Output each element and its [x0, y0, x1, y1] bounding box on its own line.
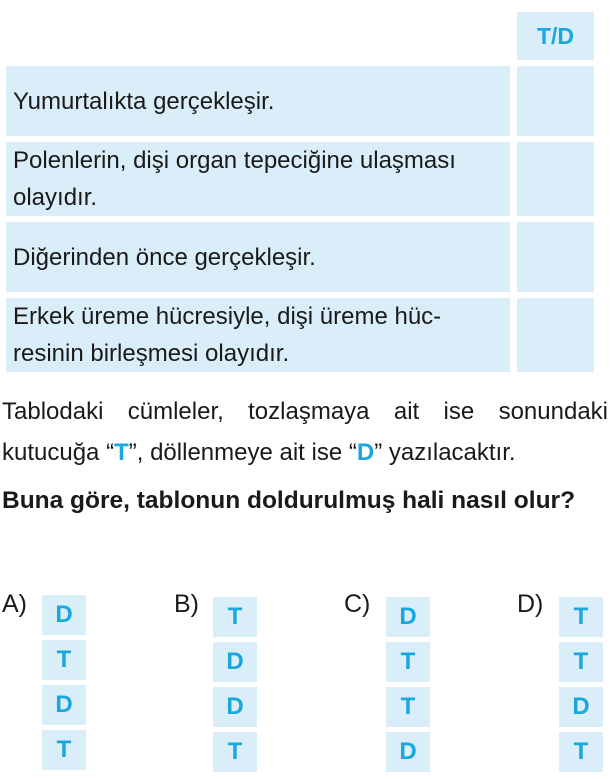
- d-letter: D: [356, 439, 375, 466]
- t-letter: T: [114, 439, 129, 466]
- option-b-cell-1: T: [213, 597, 257, 637]
- table-row-1-answer-box[interactable]: [517, 66, 594, 136]
- question-text: Buna göre, tablonun doldurulmuş hali nasıl olur?: [2, 487, 576, 514]
- option-a-cell-2: T: [42, 640, 86, 680]
- option-c-cell-3: T: [386, 687, 430, 727]
- option-a-cell-3: D: [42, 685, 86, 725]
- option-c-cell-4: D: [386, 732, 430, 772]
- option-c-label: C): [344, 590, 371, 618]
- option-d-cell-4: T: [559, 732, 603, 772]
- instruction-part-1: Tablodaki cümleler, tozlaşmaya ait ise sonundaki kutucuğa “: [2, 398, 608, 466]
- option-b-cell-3: D: [213, 687, 257, 727]
- table-row-3-text: [6, 222, 510, 292]
- option-b-cell-4: T: [213, 732, 257, 772]
- table-row-1-text: [6, 66, 510, 136]
- table-row-4-text: [6, 298, 510, 372]
- option-a-cell-1: D: [42, 595, 86, 635]
- option-a-label: A): [2, 590, 27, 618]
- instruction-text: [2, 391, 608, 473]
- table-row-2-text: [6, 142, 510, 216]
- table-row-2-answer-box[interactable]: [517, 142, 594, 216]
- option-b-cell-2: D: [213, 642, 257, 682]
- row-3-line-1: Diğerinden önce gerçekleşir.: [13, 243, 316, 271]
- row-4-line-2: resinin birleşmesi olayıdır.: [13, 340, 290, 367]
- instruction-part-2: ”, döllenmeye ait ise “: [128, 439, 357, 466]
- row-1-line-1: Yumurtalıkta gerçekleşir.: [13, 87, 275, 115]
- option-d-label: D): [517, 590, 544, 618]
- option-d-cell-2: T: [559, 642, 603, 682]
- row-2-line-1: Polenlerin, dişi organ tepeciğine ulaşması: [13, 147, 456, 174]
- option-c-cell-2: T: [386, 642, 430, 682]
- option-d-cell-3: D: [559, 687, 603, 727]
- option-b-label: B): [174, 590, 199, 618]
- option-a-cell-4: T: [42, 730, 86, 770]
- table-row-4-answer-box[interactable]: [517, 298, 594, 372]
- row-2-line-2: olayıdır.: [13, 184, 98, 211]
- row-4-line-1: Erkek üreme hücresiyle, dişi üreme hüc-: [13, 303, 442, 330]
- table-row-3-answer-box[interactable]: [517, 222, 594, 292]
- table-header-td: T/D: [517, 12, 594, 60]
- instruction-part-3: ” yazılacaktır.: [374, 439, 516, 466]
- option-d-cell-1: T: [559, 597, 603, 637]
- option-c-cell-1: D: [386, 597, 430, 637]
